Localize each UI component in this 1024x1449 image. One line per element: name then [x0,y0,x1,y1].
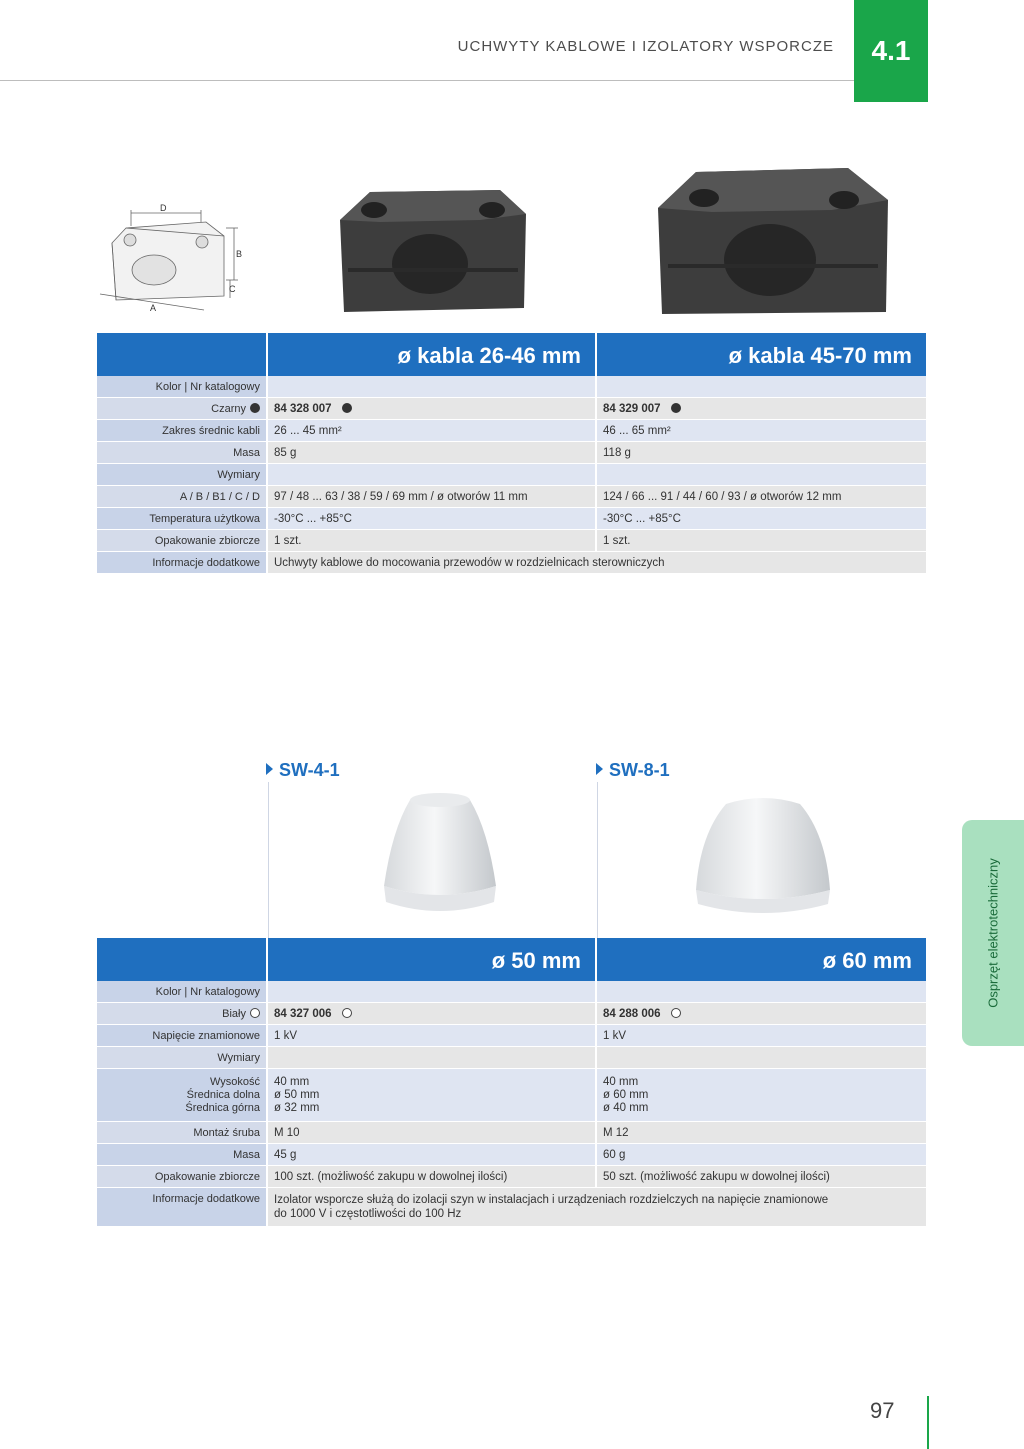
column-header-1: ø kabla 26-46 mm [267,333,596,376]
table-row: Kolor | Nr katalogowy [97,981,926,1003]
insulator-sw-8-1-image [690,790,836,920]
side-category-label: Osprzęt elektrotechniczny [985,858,1001,1008]
side-category-tab[interactable] [962,820,1024,1046]
table-row: Wymiary [97,1047,926,1069]
dimension-label-b: B [236,249,243,259]
dimension-label-c: C [229,284,236,294]
column-header-2: ø kabla 45-70 mm [596,333,926,376]
cable-holder-large-image [652,160,892,320]
white-color-dot-icon [250,1008,260,1018]
page-number: 97 [870,1398,895,1423]
white-color-dot-icon [671,1008,681,1018]
page-header-title: UCHWYTY KABLOWE I IZOLATORY WSPORCZE [457,38,834,55]
dimension-label-d: D [160,203,167,213]
column-header-2: ø 60 mm [596,938,926,981]
header-rule [0,80,854,81]
table-row: Wysokość Średnica dolna Średnica górna 40 mm ø 50 mm ø 32 mm 40 mm ø 60 mm ø 40 mm [97,1069,926,1122]
product-title-sw-4-1: SW-4-1 [266,760,340,781]
insulator-sw-4-1-image [378,790,502,920]
white-color-dot-icon [342,1008,352,1018]
black-color-dot-icon [342,403,352,413]
table-row: A / B / B1 / C / D 97 / 48 ... 63 / 38 / 59 / 69 mm / ø otworów 11 mm 124 / 66 ... 91 / 44 / 60 / 93 / ø otworów 12 mm [97,486,926,508]
table-row: Montaż śruba M 10 M 12 [97,1122,926,1144]
table-row: Czarny 84 328 007 84 329 007 [97,398,926,420]
dimension-label-a: A [150,303,157,313]
table-row: Biały 84 327 006 84 288 006 [97,1003,926,1025]
spec-table-insulators [97,938,926,1227]
black-color-dot-icon [250,403,260,413]
table-row: Temperatura użytkowa -30°C ... +85°C -30°C ... +85°C [97,508,926,530]
product-title-sw-8-1: SW-8-1 [596,760,670,781]
column-divider [268,782,269,938]
table-row: Wymiary [97,464,926,486]
table-row: Opakowanie zbiorcze 100 szt. (możliwość zakupu w dowolnej ilości) 50 szt. (możliwość zakupu w dowolnej ilości) [97,1166,926,1188]
catalog-number: 84 328 007 [274,402,332,415]
column-divider [597,782,598,938]
table-row: Kolor | Nr katalogowy [97,376,926,398]
table-row: Masa 45 g 60 g [97,1144,926,1166]
table-row: Masa 85 g 118 g [97,442,926,464]
spec-table-cable-holders [97,333,926,574]
cable-holder-small-image [330,180,530,320]
table-row: Opakowanie zbiorcze 1 szt. 1 szt. [97,530,926,552]
footer-rule [927,1396,929,1449]
triangle-right-icon [266,763,273,775]
table-row: Informacje dodatkowe Uchwyty kablowe do mocowania przewodów w rozdzielnicach sterowniczych [97,552,926,574]
section-number-badge: 4.1 [854,0,928,102]
catalog-number: 84 327 006 [274,1007,332,1020]
catalog-number: 84 329 007 [603,402,661,415]
catalog-number: 84 288 006 [603,1007,661,1020]
triangle-right-icon [596,763,603,775]
table-row: Napięcie znamionowe 1 kV 1 kV [97,1025,926,1047]
dimension-diagram [96,198,256,316]
column-header-1: ø 50 mm [267,938,596,981]
table-row: Zakres średnic kabli 26 ... 45 mm² 46 ... 65 mm² [97,420,926,442]
table-row: Informacje dodatkowe Izolator wsporcze służą do izolacji szyn w instalacjach i urządzeniach rozdzielczych na napięcie znamionowe do 1000 V i częstotliwości do 100 Hz [97,1188,926,1227]
black-color-dot-icon [671,403,681,413]
